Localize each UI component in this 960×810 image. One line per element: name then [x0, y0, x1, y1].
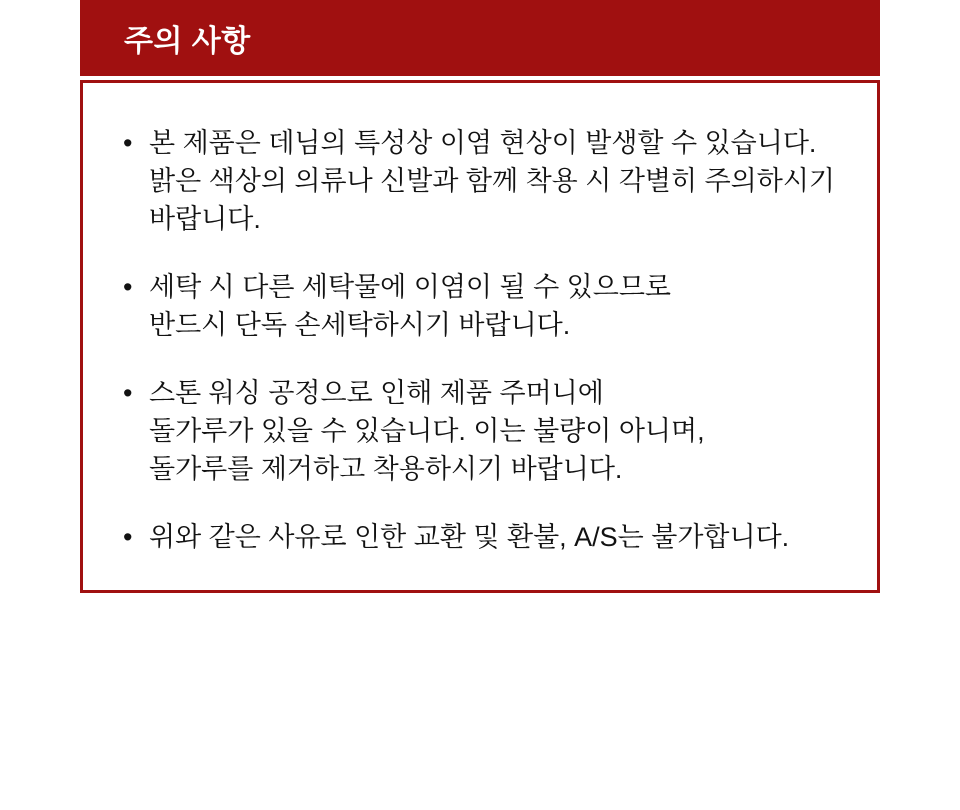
caution-header-bar [80, 0, 880, 76]
notice-paragraph [149, 124, 841, 238]
list-item [123, 518, 841, 556]
bullet-dot: • [123, 128, 133, 158]
caution-title: 주의 사항 [124, 25, 251, 58]
notice-line: 위와 같은 사유로 인한 교환 및 환불, A/S는 불가합니다. [149, 522, 790, 552]
caution-list [123, 124, 841, 556]
notice-line: 본 제품은 데님의 특성상 이염 현상이 발생할 수 있습니다. [149, 128, 817, 158]
notice-paragraph [149, 374, 841, 488]
bullet-dot: • [123, 272, 133, 302]
bullet-dot: • [123, 378, 133, 408]
notice-line: 돌가루를 제거하고 착용하시기 바랍니다. [149, 454, 623, 484]
list-item [123, 374, 841, 488]
notice-line: 세탁 시 다른 세탁물에 이염이 될 수 있으므로 [149, 272, 671, 302]
list-item [123, 124, 841, 238]
notice-line: 바랍니다. [149, 204, 261, 234]
notice-line: 밝은 색상의 의류나 신발과 함께 착용 시 각별히 주의하시기 [149, 166, 835, 196]
notice-paragraph [149, 518, 841, 556]
notice-paragraph [149, 268, 841, 344]
notice-line: 반드시 단독 손세탁하시기 바랍니다. [149, 310, 571, 340]
notice-line: 돌가루가 있을 수 있습니다. 이는 불량이 아니며, [149, 416, 705, 446]
bullet-dot: • [123, 522, 133, 552]
caution-notice-box [80, 80, 880, 593]
notice-line: 스톤 워싱 공정으로 인해 제품 주머니에 [149, 378, 604, 408]
list-item [123, 268, 841, 344]
